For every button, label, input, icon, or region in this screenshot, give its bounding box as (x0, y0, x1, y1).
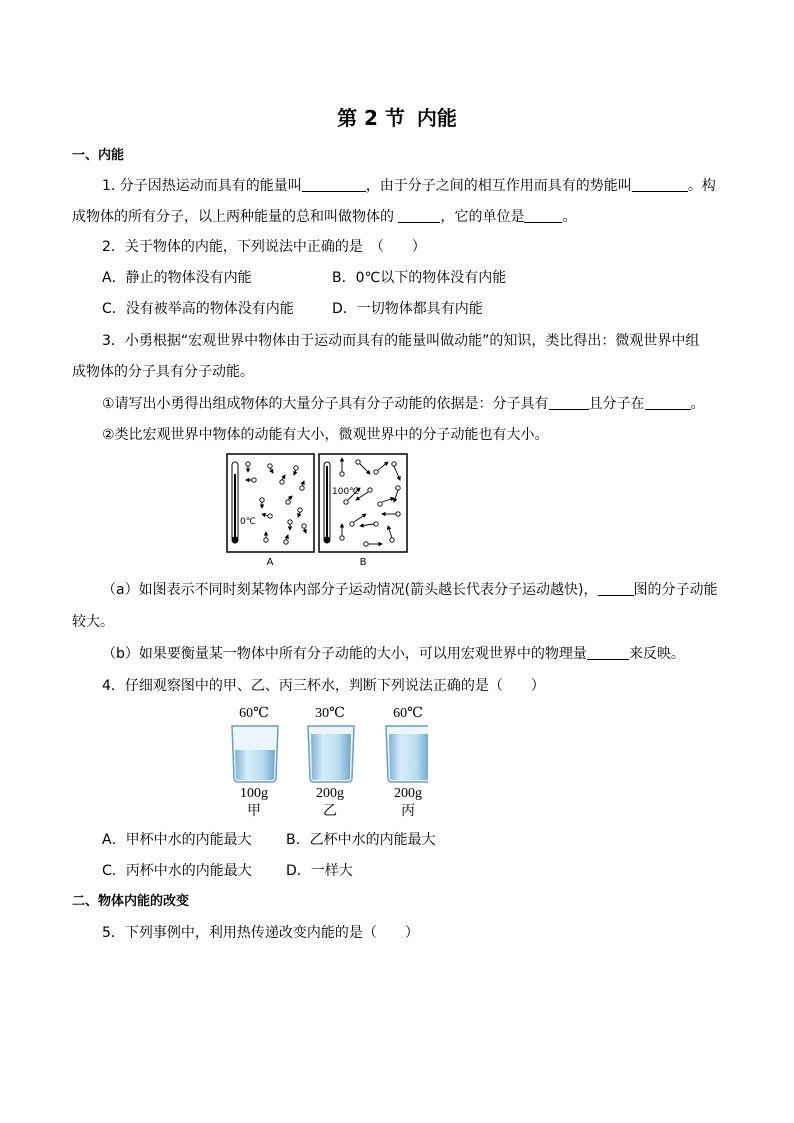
cup-2-mass: 200g (316, 786, 344, 801)
question-3-part-a-line-1 (102, 580, 718, 600)
q2-option-d[interactable]: D．一切物体都具有内能 (332, 301, 483, 317)
question-5-stem: 5．下列事例中，利用热传递改变内能的是（ ） (102, 925, 419, 941)
q2-option-a[interactable]: A．静止的物体没有内能 (102, 270, 252, 286)
q4-option-a[interactable]: A．甲杯中水的内能最大 (102, 832, 252, 848)
question-3-line-2: 成物体的分子具有分子动能。 (72, 364, 254, 380)
cup-3-mass: 200g (394, 786, 422, 801)
figure-a-temperature: 0℃ (240, 517, 256, 527)
figure-b-temperature: 100℃ (332, 487, 360, 497)
beakers-figure (228, 722, 428, 784)
q3-sub1-text-2: 且分子在 (588, 396, 645, 412)
cup-2-name: 乙 (323, 804, 337, 819)
q1-blank-2[interactable] (632, 177, 688, 192)
page-title (0, 104, 794, 132)
q1-text-3: 。构 (687, 178, 716, 194)
cup-3-name: 丙 (401, 804, 415, 819)
title-topic: 内能 (416, 106, 457, 130)
panel-a (227, 454, 314, 552)
cup-1-mass: 100g (240, 786, 268, 801)
section-heading-2: 二、物体内能的改变 (72, 894, 190, 909)
thermometer-a-icon (232, 462, 239, 544)
q3b-text-2: 来反映。 (628, 646, 685, 662)
q1-blank-4[interactable] (524, 208, 562, 223)
q3a-text-2: 图的分子动能 (633, 582, 718, 598)
question-3-part-a-line-2: 较大。 (72, 614, 114, 630)
panel-b (319, 454, 407, 552)
q1-blank-1[interactable] (302, 177, 366, 192)
question-1-line-2 (72, 207, 576, 227)
title-section: 第 2 节 (337, 106, 405, 130)
question-1-line-1 (102, 176, 716, 196)
question-3-line-1: 3．小勇根据“宏观世界中物体由于运动而具有的能量叫做动能”的知识，类比得出：微观世界中组 (102, 333, 700, 349)
q3b-text-1: （b）如果要衡量某一物体中所有分子动能的大小，可以用宏观世界中的物理量 (102, 646, 587, 662)
q2-option-c[interactable]: C．没有被举高的物体没有内能 (102, 301, 294, 317)
question-2-stem: 2．关于物体的内能，下列说法中正确的是 （ ） (102, 239, 426, 255)
q3a-text-1: （a）如图表示不同时刻某物体内部分子运动情况(箭头越长代表分子运动越快)， (102, 582, 598, 598)
q3-blank-2[interactable] (645, 395, 691, 410)
section-heading-1: 一、内能 (72, 148, 125, 163)
q4-option-c[interactable]: C．丙杯中水的内能最大 (102, 863, 252, 879)
q3-blank-1[interactable] (549, 395, 589, 410)
q1-blank-3[interactable] (398, 208, 440, 223)
figure-b-label: B (359, 557, 367, 568)
q3-sub1-text-3: 。 (690, 396, 705, 412)
q4-option-b[interactable]: B．乙杯中水的内能最大 (286, 832, 436, 848)
thermometer-b-icon (324, 462, 331, 544)
q4-option-d[interactable]: D．一样大 (286, 863, 353, 879)
q1-text-5: ，它的单位是 (440, 209, 525, 225)
q1-text-4: 成物体的所有分子，以上两种能量的总和叫做物体的 (72, 209, 394, 225)
q1-text-2: ，由于分子之间的相互作用而具有的势能叫 (365, 178, 632, 194)
figure-a-label: A (266, 557, 274, 568)
molecule-motion-figure (222, 452, 412, 572)
q1-text-1: 1. 分子因热运动而具有的能量叫 (102, 178, 302, 194)
question-4-stem: 4．仔细观察图中的甲、乙、丙三杯水，判断下列说法正确的是（ ） (102, 678, 545, 694)
q3-sub1-text-1: ①请写出小勇得出组成物体的大量分子具有分子动能的依据是：分子具有 (102, 396, 549, 412)
q3b-blank[interactable] (587, 645, 629, 660)
question-3-sub-2: ②类比宏观世界中物体的动能有大小，微观世界中的分子动能也有大小。 (102, 427, 549, 443)
beaker-2-icon (308, 726, 354, 782)
cup-2-temperature: 30℃ (315, 706, 345, 721)
beaker-1-icon (232, 726, 278, 782)
q2-option-b[interactable]: B．0℃以下的物体没有内能 (332, 270, 507, 286)
question-3-sub-1 (102, 394, 705, 414)
q3a-blank[interactable] (598, 581, 634, 596)
beaker-3-icon (386, 726, 428, 782)
q1-text-6: 。 (562, 209, 577, 225)
cup-1-temperature: 60℃ (239, 706, 269, 721)
cup-3-temperature: 60℃ (393, 706, 423, 721)
question-3-part-b (102, 644, 685, 664)
cup-1-name: 甲 (247, 804, 261, 819)
